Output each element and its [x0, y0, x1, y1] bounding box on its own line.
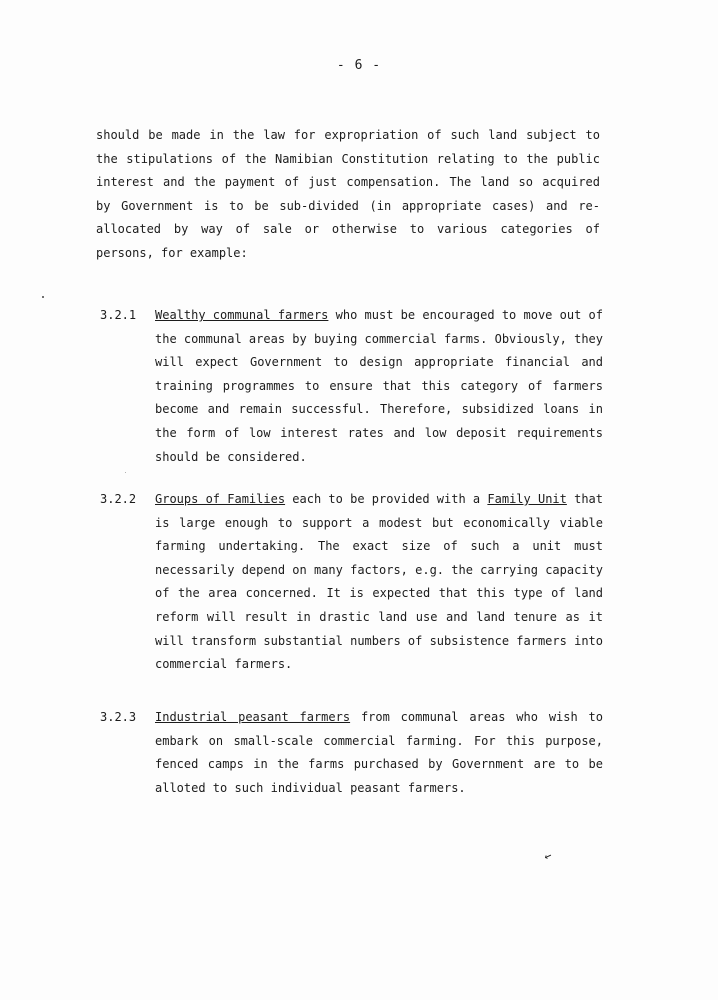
item-body: that is large enough to support a modest but economically viable farming undertaking. The exact size of such a unit must necessarily depend on many factors, e.g. the carrying capacity of the area concerned. It is expected that this type of land reform will result in drastic land use and land tenure as it will transform substantial numbers of subsistence farmers into commercial farmers. [155, 492, 604, 672]
page-number: - 6 - [336, 58, 382, 73]
item-heading: Wealthy communal farmers [155, 308, 329, 322]
item-number: 3.2.2 [100, 492, 137, 506]
pen-mark: ↙ [542, 847, 555, 863]
item-number: 3.2.3 [100, 710, 137, 724]
item-body: who must be encouraged to move out of the communal areas by buying commercial farms. Obviously, they will expect Government to design appropriate financial and training programmes to ensure that this category of farmers become and remain successful. Therefore, subsidized loans in the form of low interest rates and low deposit requirements should be considered. [155, 308, 603, 464]
item-number: 3.2.1 [100, 308, 137, 322]
item-heading: Industrial peasant farmers [155, 710, 351, 724]
scan-speck [125, 472, 126, 473]
item-body: each to be provided with a [285, 492, 488, 506]
item-subheading: Family Unit [487, 492, 567, 506]
item-heading: Groups of Families [155, 492, 286, 506]
item-paragraph [155, 304, 603, 469]
item-paragraph [155, 488, 603, 677]
intro-paragraph: should be made in the law for expropriation of such land subject to the stipulations of the Namibian Constitution relating to the public interest and the payment of just compensation. The land so acquired by Government is to be sub-divided (in appropriate cases) and re-allocated by way of sale or otherwise to various categories of persons, for example: [96, 128, 600, 260]
item-body: from communal areas who wish to embark on small-scale commercial farming. For this purpose, fenced camps in the farms purchased by Government are to be alloted to such individual peasant farmers. [155, 710, 604, 795]
scan-speck [42, 296, 44, 298]
item-paragraph [155, 706, 603, 800]
